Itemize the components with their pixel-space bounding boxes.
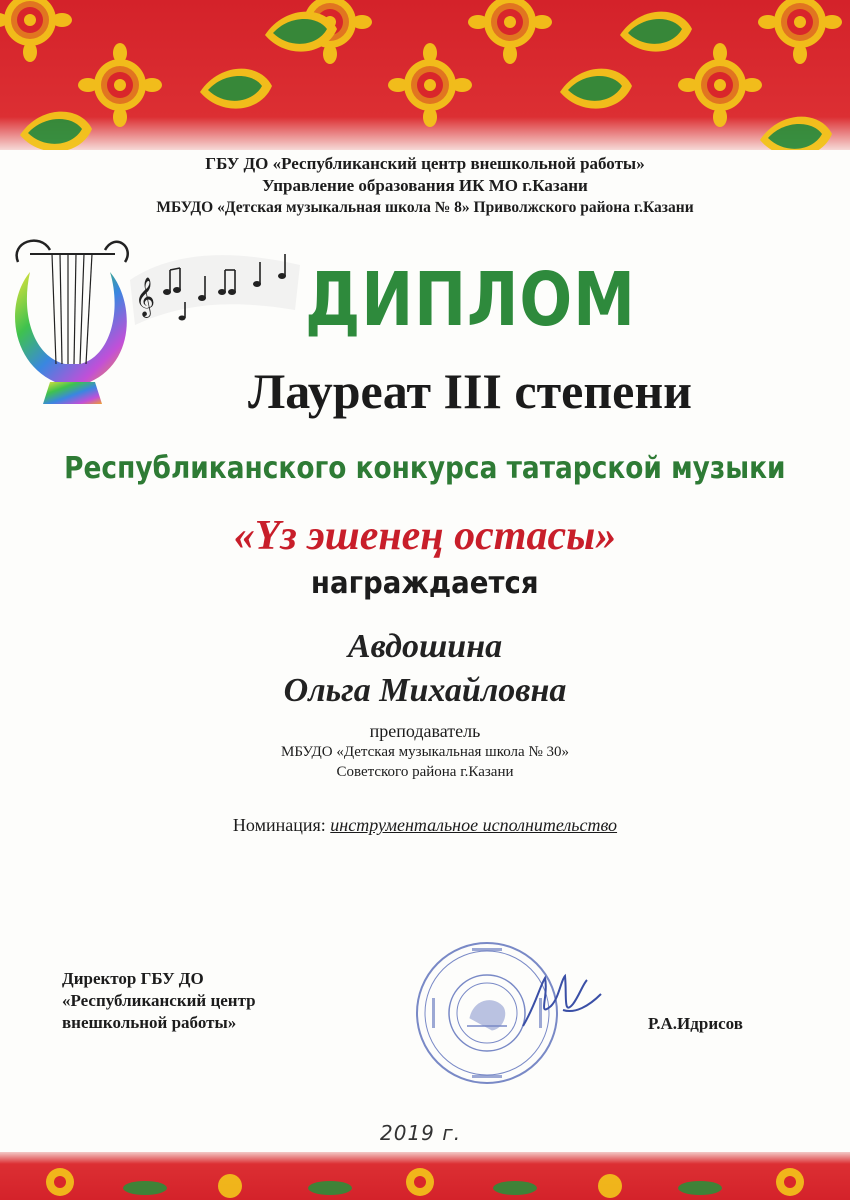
music-notes-icon (125, 240, 305, 330)
position-district: Советского района г.Казани (336, 764, 514, 780)
issue-year: 2019 г. (380, 1121, 462, 1145)
director-block (62, 968, 256, 1034)
position-role: преподаватель (369, 721, 481, 741)
svg-text:𝄞: 𝄞 (135, 277, 156, 317)
contest-name: «Үз эшенең остасы» (233, 513, 617, 559)
director-signer: Р.А.Идрисов (648, 1014, 743, 1033)
contest-title (0, 451, 850, 486)
recipient-surname: Авдошина (347, 628, 503, 665)
contest-title-text: Республиканского конкурса татарской музыки (64, 451, 786, 486)
director-line-2: «Республиканский центр (62, 991, 256, 1010)
top-ornament-band (0, 0, 850, 150)
position-school: МБУДО «Детская музыкальная школа № 30» (280, 744, 570, 760)
nomination-label: Номинация: (232, 815, 326, 835)
header-line-2: Управление образования ИК МО г.Казани (262, 176, 588, 195)
director-line-1: Директор ГБУ ДО (62, 969, 204, 988)
awarded-text: награждается (311, 566, 539, 601)
recipient-given-name: Ольга Михайловна (283, 672, 567, 709)
laureate-degree: Лауреат III степени (248, 363, 692, 419)
bottom-ornament-band (0, 1152, 850, 1200)
recipient-position (0, 720, 850, 782)
header-line-1: ГБУ ДО «Республиканский центр внешкольной работы» (205, 154, 645, 173)
nomination (0, 815, 850, 836)
diploma-title: ДИПЛОМ (305, 257, 636, 343)
nomination-value: инструментальное исполнительство (330, 815, 618, 835)
director-line-3: внешкольной работы» (62, 1013, 237, 1032)
handwritten-signature (515, 966, 605, 1036)
recipient-name (0, 625, 850, 713)
header-line-3: МБУДО «Детская музыкальная школа № 8» Приволжского района г.Казани (156, 199, 694, 216)
awarded-label (0, 566, 850, 601)
organization-header (0, 153, 850, 219)
